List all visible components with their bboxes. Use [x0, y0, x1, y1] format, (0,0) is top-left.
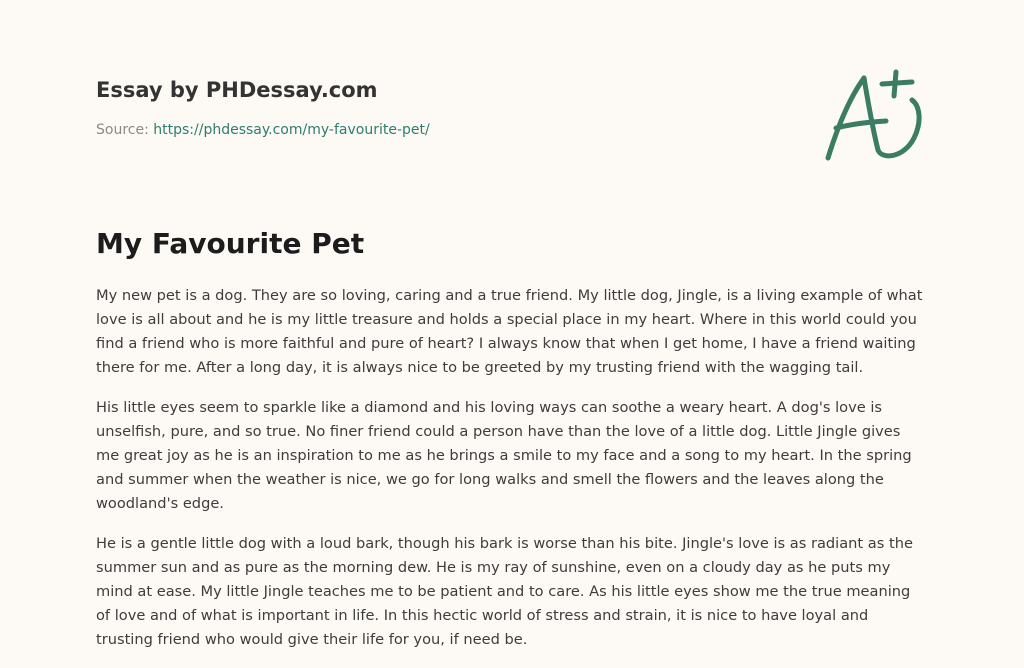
- source-label: Source:: [96, 122, 149, 138]
- paragraph: His little eyes seem to sparkle like a diamond and his loving ways can soothe a weary heart. A dog's love is unselfish, pure, and so true. No finer friend could a person have than the love of a little dog. Little Jingle gives me great joy as he is an inspiration to me as he brings a smile to my face and a song to my heart. In the spring and summer when the weather is nice, we go for long walks and smell the flowers and the leaves along the woodland's edge.: [96, 399, 912, 512]
- a-plus-logo-icon: [820, 66, 930, 166]
- source-line: [96, 120, 796, 140]
- essay-body: [96, 284, 928, 668]
- paragraph: He is a gentle little dog with a loud bark, though his bark is worse than his bite. Jingle's love is as radiant as the summer sun and as pure as the morning dew. He is my ray of sunshine, even on a cloudy day as he puts my mind at ease. My little Jingle teaches me to be patient and to care. As his little eyes show me the true meaning of love and of what is important in life. In this hectic world of stress and strain, it is nice to have loyal and trusting friend who would give their life for you, if need be.: [96, 535, 913, 648]
- page-title: My Favourite Pet: [96, 227, 365, 260]
- essay-header: [96, 74, 796, 140]
- brand-title: Essay by PHDessay.com: [96, 78, 378, 102]
- paragraph: My new pet is a dog. They are so loving, caring and a true friend. My little dog, Jingle, is a living example of what love is all about and he is my little treasure and holds a special place in my heart. Where in this world could you find a friend who is more faithful and pure of heart? I always know that when I get home, I have a friend waiting there for me. After a long day, it is always nice to be greeted by my trusting friend with the wagging tail.: [96, 287, 923, 376]
- source-link[interactable]: https://phdessay.com/my-favourite-pet/: [153, 122, 430, 138]
